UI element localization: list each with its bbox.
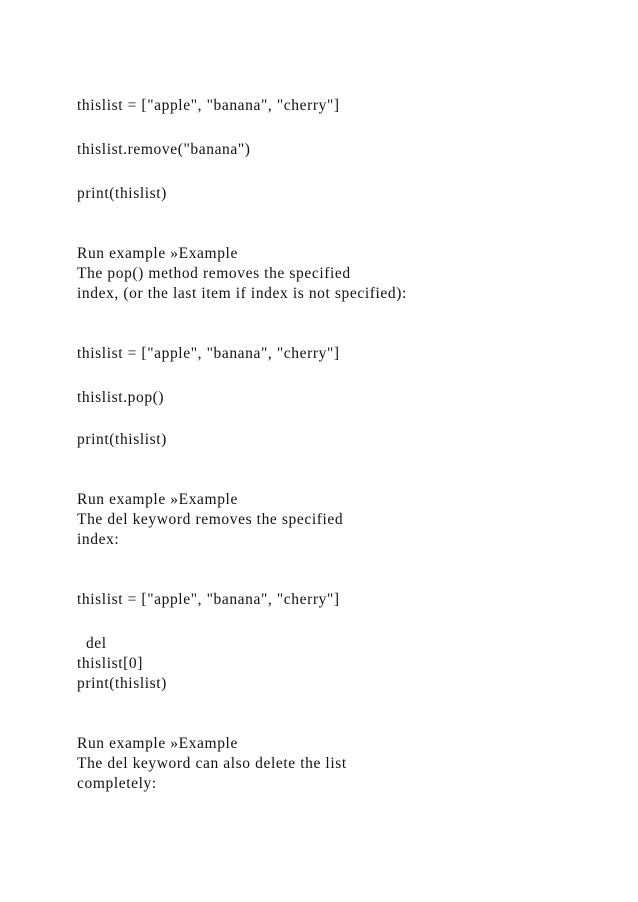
code-line: print(thislist) [77, 185, 167, 202]
paragraph-line: The del keyword removes the specified [77, 511, 344, 528]
code-line: thislist = ["apple", "banana", "cherry"] [77, 97, 340, 114]
code-line: thislist.remove("banana") [77, 141, 251, 158]
paragraph-line: index: [77, 531, 120, 548]
code-line: print(thislist) [77, 431, 167, 448]
code-line: thislist = ["apple", "banana", "cherry"] [77, 591, 340, 608]
code-line: del [77, 635, 107, 652]
code-line: thislist[0] [77, 655, 144, 672]
paragraph-line: completely: [77, 775, 157, 792]
paragraph-line: index, (or the last item if index is not specified): [77, 285, 407, 302]
paragraph-line: The del keyword can also delete the list [77, 755, 347, 772]
code-line: print(thislist) [77, 675, 167, 692]
code-line: thislist.pop() [77, 389, 165, 406]
example-label: Run example »Example [77, 245, 238, 262]
example-label: Run example »Example [77, 735, 238, 752]
paragraph-line: The pop() method removes the specified [77, 265, 351, 282]
code-line: thislist = ["apple", "banana", "cherry"] [77, 345, 340, 362]
example-label: Run example »Example [77, 491, 238, 508]
